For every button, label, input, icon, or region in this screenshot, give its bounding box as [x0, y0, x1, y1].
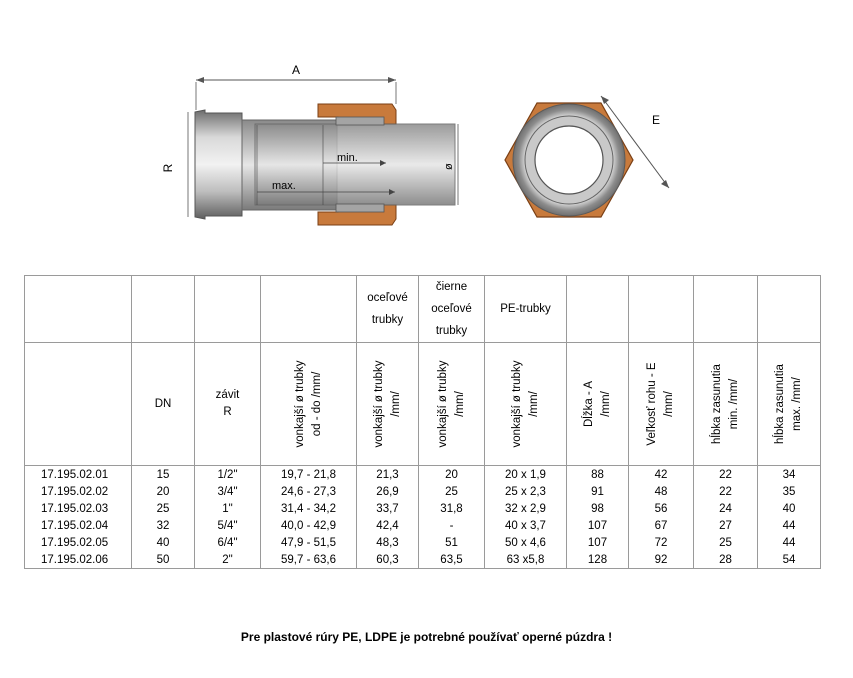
table-cell: 32	[132, 517, 195, 534]
table-cell: 24	[694, 500, 758, 517]
table-cell: 48	[629, 483, 694, 500]
table-cell: 63,5	[419, 551, 485, 569]
product-code-cell: 17.195.02.06	[25, 551, 132, 569]
fitting-technical-drawing	[0, 0, 853, 270]
table-cell: 25	[132, 500, 195, 517]
dimension-max-label: max.	[272, 180, 296, 192]
table-row	[25, 534, 821, 551]
table-cell: 56	[629, 500, 694, 517]
table-cell: 44	[758, 534, 821, 551]
table-row	[25, 483, 821, 500]
group-header-pe-trubky: PE-trubky	[485, 276, 567, 343]
table-cell: 1/2"	[195, 466, 261, 484]
table-cell: 28	[694, 551, 758, 569]
product-code-cell: 17.195.02.01	[25, 466, 132, 484]
empty-header-cell	[758, 276, 821, 343]
product-code-cell: 17.195.02.03	[25, 500, 132, 517]
column-header-vonkajsi-pe: vonkajší ø trubky /mm/	[485, 343, 567, 466]
side-view	[161, 63, 458, 225]
table-cell: 35	[758, 483, 821, 500]
table-cell: 25 x 2,3	[485, 483, 567, 500]
empty-header-cell	[694, 276, 758, 343]
table-cell: 88	[567, 466, 629, 484]
table-cell: 51	[419, 534, 485, 551]
column-header-vonkajsi-ocel: vonkajší ø trubky /mm/	[357, 343, 419, 466]
table-cell: 25	[694, 534, 758, 551]
product-code-cell: 17.195.02.05	[25, 534, 132, 551]
table-cell: 15	[132, 466, 195, 484]
column-header-velkost-rohu: Veľkosť rohu - E /mm/	[629, 343, 694, 466]
table-cell: 3/4"	[195, 483, 261, 500]
table-row	[25, 551, 821, 569]
column-header-dlzka: Dĺžka - A /mm/	[567, 343, 629, 466]
table-cell: 60,3	[357, 551, 419, 569]
table-cell: 42	[629, 466, 694, 484]
table-cell: 40	[132, 534, 195, 551]
table-cell: 47,9 - 51,5	[261, 534, 357, 551]
empty-header-cell	[261, 276, 357, 343]
table-cell: 22	[694, 466, 758, 484]
dimension-r-label: R	[161, 163, 175, 173]
table-cell: 63 x5,8	[485, 551, 567, 569]
table-cell: 31,4 - 34,2	[261, 500, 357, 517]
table-cell: 50 x 4,6	[485, 534, 567, 551]
column-header-dn: DN	[132, 343, 195, 466]
table-cell: 50	[132, 551, 195, 569]
table-cell: 20	[132, 483, 195, 500]
table-cell: 33,7	[357, 500, 419, 517]
front-view	[505, 96, 669, 217]
empty-header-cell	[25, 276, 132, 343]
table-cell: 25	[419, 483, 485, 500]
specification-table	[24, 275, 821, 569]
empty-header-cell	[195, 276, 261, 343]
table-cell: 92	[629, 551, 694, 569]
table-cell: 24,6 - 27,3	[261, 483, 357, 500]
group-header-cierne-ocelove-trubky: čierne oceľové trubky	[419, 276, 485, 343]
table-cell: 19,7 - 21,8	[261, 466, 357, 484]
table-cell: 5/4"	[195, 517, 261, 534]
table-cell: 34	[758, 466, 821, 484]
empty-header-cell	[25, 343, 132, 466]
dimension-min-label: min.	[337, 152, 358, 164]
table-cell: 48,3	[357, 534, 419, 551]
column-header-hlbka-max: hĺbka zasunutia max. /mm/	[758, 343, 821, 466]
group-header-ocelove-trubky: oceľové trubky	[357, 276, 419, 343]
table-cell: 91	[567, 483, 629, 500]
table-cell: 2"	[195, 551, 261, 569]
table-cell: 67	[629, 517, 694, 534]
table-cell: 26,9	[357, 483, 419, 500]
footer-note: Pre plastové rúry PE, LDPE je potrebné používať operné púzdra !	[240, 630, 613, 644]
table-cell: 54	[758, 551, 821, 569]
table-cell: 107	[567, 534, 629, 551]
product-code-cell: 17.195.02.04	[25, 517, 132, 534]
table-cell: 40,0 - 42,9	[261, 517, 357, 534]
table-cell: 107	[567, 517, 629, 534]
table-cell: 6/4"	[195, 534, 261, 551]
table-row	[25, 517, 821, 534]
table-cell: 40	[758, 500, 821, 517]
table-body	[25, 466, 821, 569]
table-cell: 27	[694, 517, 758, 534]
empty-header-cell	[629, 276, 694, 343]
table-cell: -	[419, 517, 485, 534]
dimension-diameter-label: ø	[443, 163, 455, 170]
table-cell: 72	[629, 534, 694, 551]
table-cell: 44	[758, 517, 821, 534]
empty-header-cell	[132, 276, 195, 343]
column-header-vonkajsi-od-do: vonkajší ø trubky od - do /mm/	[261, 343, 357, 466]
table-row	[25, 500, 821, 517]
table-cell: 22	[694, 483, 758, 500]
table-row	[25, 466, 821, 484]
column-header-vonkajsi-cierne: vonkajší ø trubky /mm/	[419, 343, 485, 466]
table-cell: 31,8	[419, 500, 485, 517]
table-cell: 98	[567, 500, 629, 517]
table-cell: 59,7 - 63,6	[261, 551, 357, 569]
column-header-zavit: závit R	[195, 343, 261, 466]
product-code-cell: 17.195.02.02	[25, 483, 132, 500]
table-cell: 20	[419, 466, 485, 484]
group-header-row	[25, 276, 821, 343]
dimension-a-label: A	[291, 63, 301, 77]
dimension-e-label: E	[652, 113, 661, 127]
table-cell: 1"	[195, 500, 261, 517]
column-header-hlbka-min: hĺbka zasunutia min. /mm/	[694, 343, 758, 466]
table-cell: 128	[567, 551, 629, 569]
table-cell: 32 x 2,9	[485, 500, 567, 517]
table-cell: 21,3	[357, 466, 419, 484]
table-cell: 42,4	[357, 517, 419, 534]
table-cell: 40 x 3,7	[485, 517, 567, 534]
empty-header-cell	[567, 276, 629, 343]
column-header-row	[25, 343, 821, 466]
table-cell: 20 x 1,9	[485, 466, 567, 484]
